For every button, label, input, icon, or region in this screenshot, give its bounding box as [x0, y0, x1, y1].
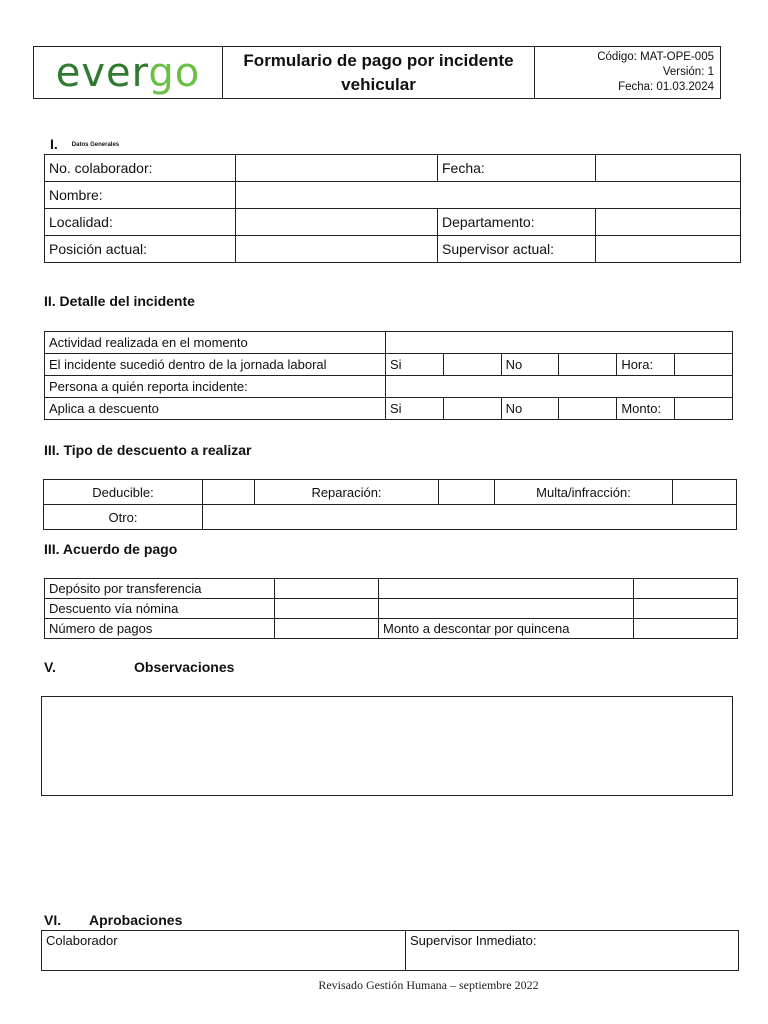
position-field[interactable] — [236, 236, 438, 263]
reported-to-label: Persona a quién reporta incidente: — [45, 376, 386, 398]
name-label: Nombre: — [45, 182, 236, 209]
amount-label: Monto: — [617, 398, 675, 420]
payroll-field[interactable] — [275, 599, 379, 619]
collaborator-no-label: No. colaborador: — [45, 155, 236, 182]
hour-field[interactable] — [675, 354, 733, 376]
fine-checkbox[interactable] — [673, 480, 737, 505]
section-1-number: I. — [50, 136, 58, 152]
incident-detail-table — [44, 331, 733, 420]
supervisor-signature-field[interactable] — [406, 931, 739, 971]
section-1-heading — [50, 136, 119, 152]
document-date: Fecha: 01.03.2024 — [618, 81, 714, 93]
deductible-label: Deducible: — [44, 480, 203, 505]
document-title: Formulario de pago por incidente vehicular — [243, 50, 514, 94]
deductible-checkbox[interactable] — [203, 480, 255, 505]
logo-cell — [34, 47, 223, 99]
payment-agreement-table — [44, 578, 738, 639]
approvals-table — [41, 930, 739, 971]
section-3-heading: III. Tipo de descuento a realizar — [44, 442, 252, 458]
document-header — [33, 46, 721, 99]
observations-textarea[interactable] — [41, 696, 733, 796]
supervisor-label: Supervisor actual: — [438, 236, 596, 263]
discount-yes-checkbox[interactable] — [443, 398, 501, 420]
section-5-title: Observaciones — [134, 659, 235, 675]
collaborator-signature-label: Colaborador — [46, 933, 118, 948]
evergo-logo: evergo — [55, 49, 201, 96]
department-label: Departamento: — [438, 209, 596, 236]
other-field[interactable] — [203, 505, 737, 530]
section-6-title: Aprobaciones — [89, 912, 183, 928]
amount-field[interactable] — [675, 398, 733, 420]
other-label: Otro: — [44, 505, 203, 530]
general-data-table — [44, 154, 741, 263]
section-5-number: V. — [44, 659, 56, 675]
discount-yes-label: Si — [386, 398, 444, 420]
payroll-label: Descuento vía nómina — [45, 599, 275, 619]
payroll-amount-field[interactable] — [634, 599, 738, 619]
discount-no-label: No — [501, 398, 559, 420]
collaborator-signature-field[interactable] — [42, 931, 406, 971]
collaborator-no-field[interactable] — [236, 155, 438, 182]
section-4-heading: III. Acuerdo de pago — [44, 541, 178, 557]
name-field[interactable] — [236, 182, 741, 209]
location-field[interactable] — [236, 209, 438, 236]
supervisor-signature-label: Supervisor Inmediato: — [410, 933, 537, 948]
activity-label: Actividad realizada en el momento — [45, 332, 386, 354]
transfer-label: Depósito por transferencia — [45, 579, 275, 599]
transfer-amount-field[interactable] — [634, 579, 738, 599]
meta-cell — [535, 47, 721, 99]
location-label: Localidad: — [45, 209, 236, 236]
repair-label: Reparación: — [255, 480, 439, 505]
section-1-title: Datos Generales — [71, 142, 120, 149]
applies-discount-label: Aplica a descuento — [45, 398, 386, 420]
supervisor-field[interactable] — [596, 236, 741, 263]
num-payments-label: Número de pagos — [45, 619, 275, 639]
amount-per-fortnight-field[interactable] — [634, 619, 738, 639]
payroll-extra-field[interactable] — [379, 599, 634, 619]
hour-label: Hora: — [617, 354, 675, 376]
date-field[interactable] — [596, 155, 741, 182]
transfer-field[interactable] — [275, 579, 379, 599]
reported-to-field[interactable] — [386, 376, 733, 398]
shift-yes-label: Si — [386, 354, 444, 376]
date-label: Fecha: — [438, 155, 596, 182]
document-code: Código: MAT-OPE-005 — [597, 51, 714, 63]
discount-no-checkbox[interactable] — [559, 398, 617, 420]
shift-no-label: No — [501, 354, 559, 376]
during-shift-label: El incidente sucedió dentro de la jornada laboral — [45, 354, 386, 376]
transfer-extra-field[interactable] — [379, 579, 634, 599]
section-2-heading: II. Detalle del incidente — [44, 293, 195, 309]
repair-checkbox[interactable] — [439, 480, 495, 505]
section-6-number: VI. — [44, 912, 62, 928]
department-field[interactable] — [596, 209, 741, 236]
activity-field[interactable] — [386, 332, 733, 354]
shift-yes-checkbox[interactable] — [443, 354, 501, 376]
footer-note: Revisado Gestión Humana – septiembre 2022 — [318, 978, 539, 992]
amount-per-fortnight-label: Monto a descontar por quincena — [379, 619, 634, 639]
shift-no-checkbox[interactable] — [559, 354, 617, 376]
title-cell — [223, 47, 535, 99]
document-version: Versión: 1 — [662, 66, 714, 78]
position-label: Posición actual: — [45, 236, 236, 263]
discount-type-table — [43, 479, 737, 530]
num-payments-field[interactable] — [275, 619, 379, 639]
fine-label: Multa/infracción: — [495, 480, 673, 505]
